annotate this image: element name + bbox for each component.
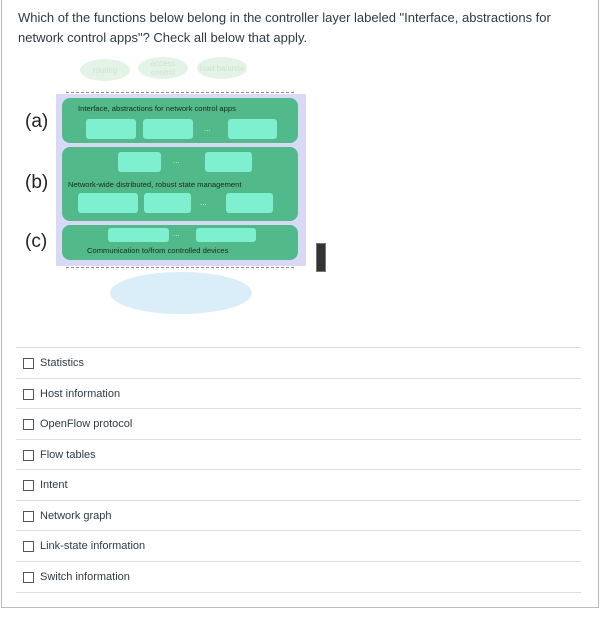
dashed-line-bottom (66, 267, 294, 268)
layer-a-label: Interface, abstractions for network control apps (78, 104, 236, 113)
module-box (196, 228, 256, 242)
option-label: Host information (40, 388, 121, 400)
module-box (226, 193, 273, 213)
dashed-line-top (66, 92, 294, 93)
checkbox[interactable] (23, 389, 34, 400)
module-box (78, 193, 138, 213)
sdn-controller-diagram (0, 0, 340, 320)
label-a: (a) (25, 111, 49, 132)
app-access-control: access control (138, 57, 188, 79)
option-host-information[interactable] (16, 378, 581, 409)
option-label: Network graph (40, 510, 112, 522)
switch-icon (316, 243, 326, 272)
ellipsis: ... (173, 156, 180, 165)
checkbox[interactable] (23, 480, 34, 491)
option-intent[interactable] (16, 469, 581, 500)
option-label: Statistics (40, 357, 85, 369)
checkbox[interactable] (23, 511, 34, 522)
module-box (205, 152, 252, 172)
ellipsis: ... (200, 198, 207, 207)
module-box (108, 228, 169, 242)
module-box (86, 119, 136, 139)
module-box (144, 193, 191, 213)
ellipsis: ... (204, 124, 211, 133)
ellipsis: ... (173, 229, 180, 238)
option-label: Switch information (40, 571, 130, 583)
option-label: Intent (40, 479, 68, 491)
option-link-state-information[interactable] (16, 530, 581, 561)
app-load-balance: load balance (197, 57, 247, 79)
label-b: (b) (25, 172, 49, 193)
option-label: OpenFlow protocol (40, 418, 133, 430)
option-switch-information[interactable] (16, 561, 581, 593)
layer-c-label: Communication to/from controlled devices (87, 246, 229, 255)
checkbox[interactable] (23, 572, 34, 583)
checkbox[interactable] (23, 358, 34, 369)
module-box (118, 152, 161, 172)
option-flow-tables[interactable] (16, 439, 581, 470)
option-openflow-protocol[interactable] (16, 408, 581, 439)
module-box (228, 119, 277, 139)
option-statistics[interactable] (16, 347, 581, 378)
label-c: (c) (25, 231, 48, 252)
option-network-graph[interactable] (16, 500, 581, 531)
layer-b-label: Network-wide distributed, robust state management (68, 180, 242, 189)
network-cloud-icon (110, 272, 252, 314)
app-routing: routing (80, 59, 130, 81)
module-box (143, 119, 193, 139)
question-text: Which of the functions below belong in the controller layer labeled "Interface, abstractions for network control apps"? Check all below that apply. (18, 10, 551, 45)
option-label: Flow tables (40, 449, 96, 461)
checkbox[interactable] (23, 419, 34, 430)
checkbox[interactable] (23, 450, 34, 461)
option-label: Link-state information (40, 540, 146, 552)
checkbox[interactable] (23, 541, 34, 552)
